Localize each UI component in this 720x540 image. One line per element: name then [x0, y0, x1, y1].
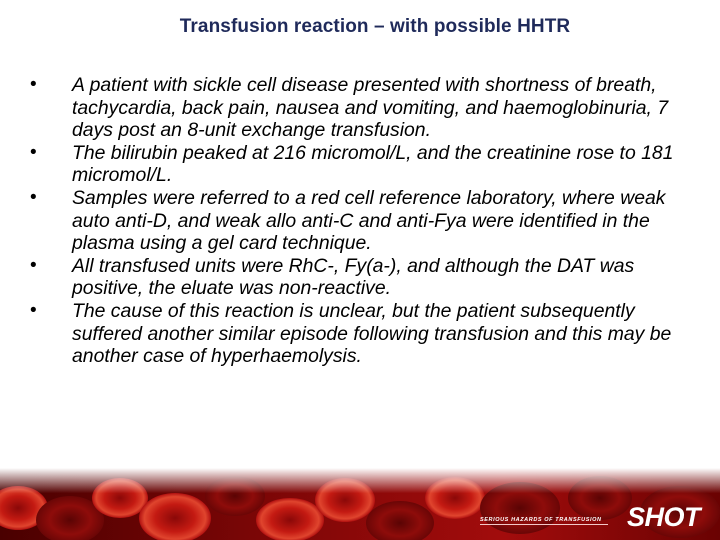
bullet-item [30, 255, 690, 300]
footer-band [0, 468, 720, 540]
bullet-marker: • [30, 299, 37, 321]
red-blood-cells-background [0, 468, 720, 540]
bullet-item [30, 187, 690, 255]
bullet-marker: • [30, 254, 37, 276]
bullet-marker: • [30, 141, 37, 163]
bullet-text: A patient with sickle cell disease presented with shortness of breath, tachycardia, back pain, nausea and vomiting, and haemoglobinuria, 7 days post an 8-unit exchange transfusion. [72, 74, 669, 142]
tagline-underline [480, 524, 608, 525]
bullet-text: The bilirubin peaked at 216 micromol/L, and the creatinine rose to 181 micromol/L. [72, 141, 674, 187]
bullet-text: Samples were referred to a red cell reference laboratory, where weak auto anti-D, and weak allo anti-C and anti-Fya were identified in the plasma using a gel card technique. [72, 186, 666, 255]
bullet-marker: • [30, 186, 37, 208]
bullet-item [30, 142, 690, 187]
slide-title: Transfusion reaction – with possible HHTR [179, 16, 571, 37]
bullet-text: All transfused units were RhC-, Fy(a-), and although the DAT was positive, the eluate was non-reactive. [72, 254, 635, 300]
bullet-item [30, 74, 690, 142]
shot-tagline: SERIOUS HAZARDS OF TRANSFUSION [480, 517, 602, 523]
bullet-text: The cause of this reaction is unclear, but the patient subsequently suffered another similar episode following transfusion and this may be another case of hyperhaemolysis. [72, 299, 672, 368]
bullet-item [30, 300, 690, 368]
bullet-list [30, 74, 690, 368]
bullet-marker: • [30, 74, 37, 95]
shot-logo: SHOT [627, 502, 701, 532]
